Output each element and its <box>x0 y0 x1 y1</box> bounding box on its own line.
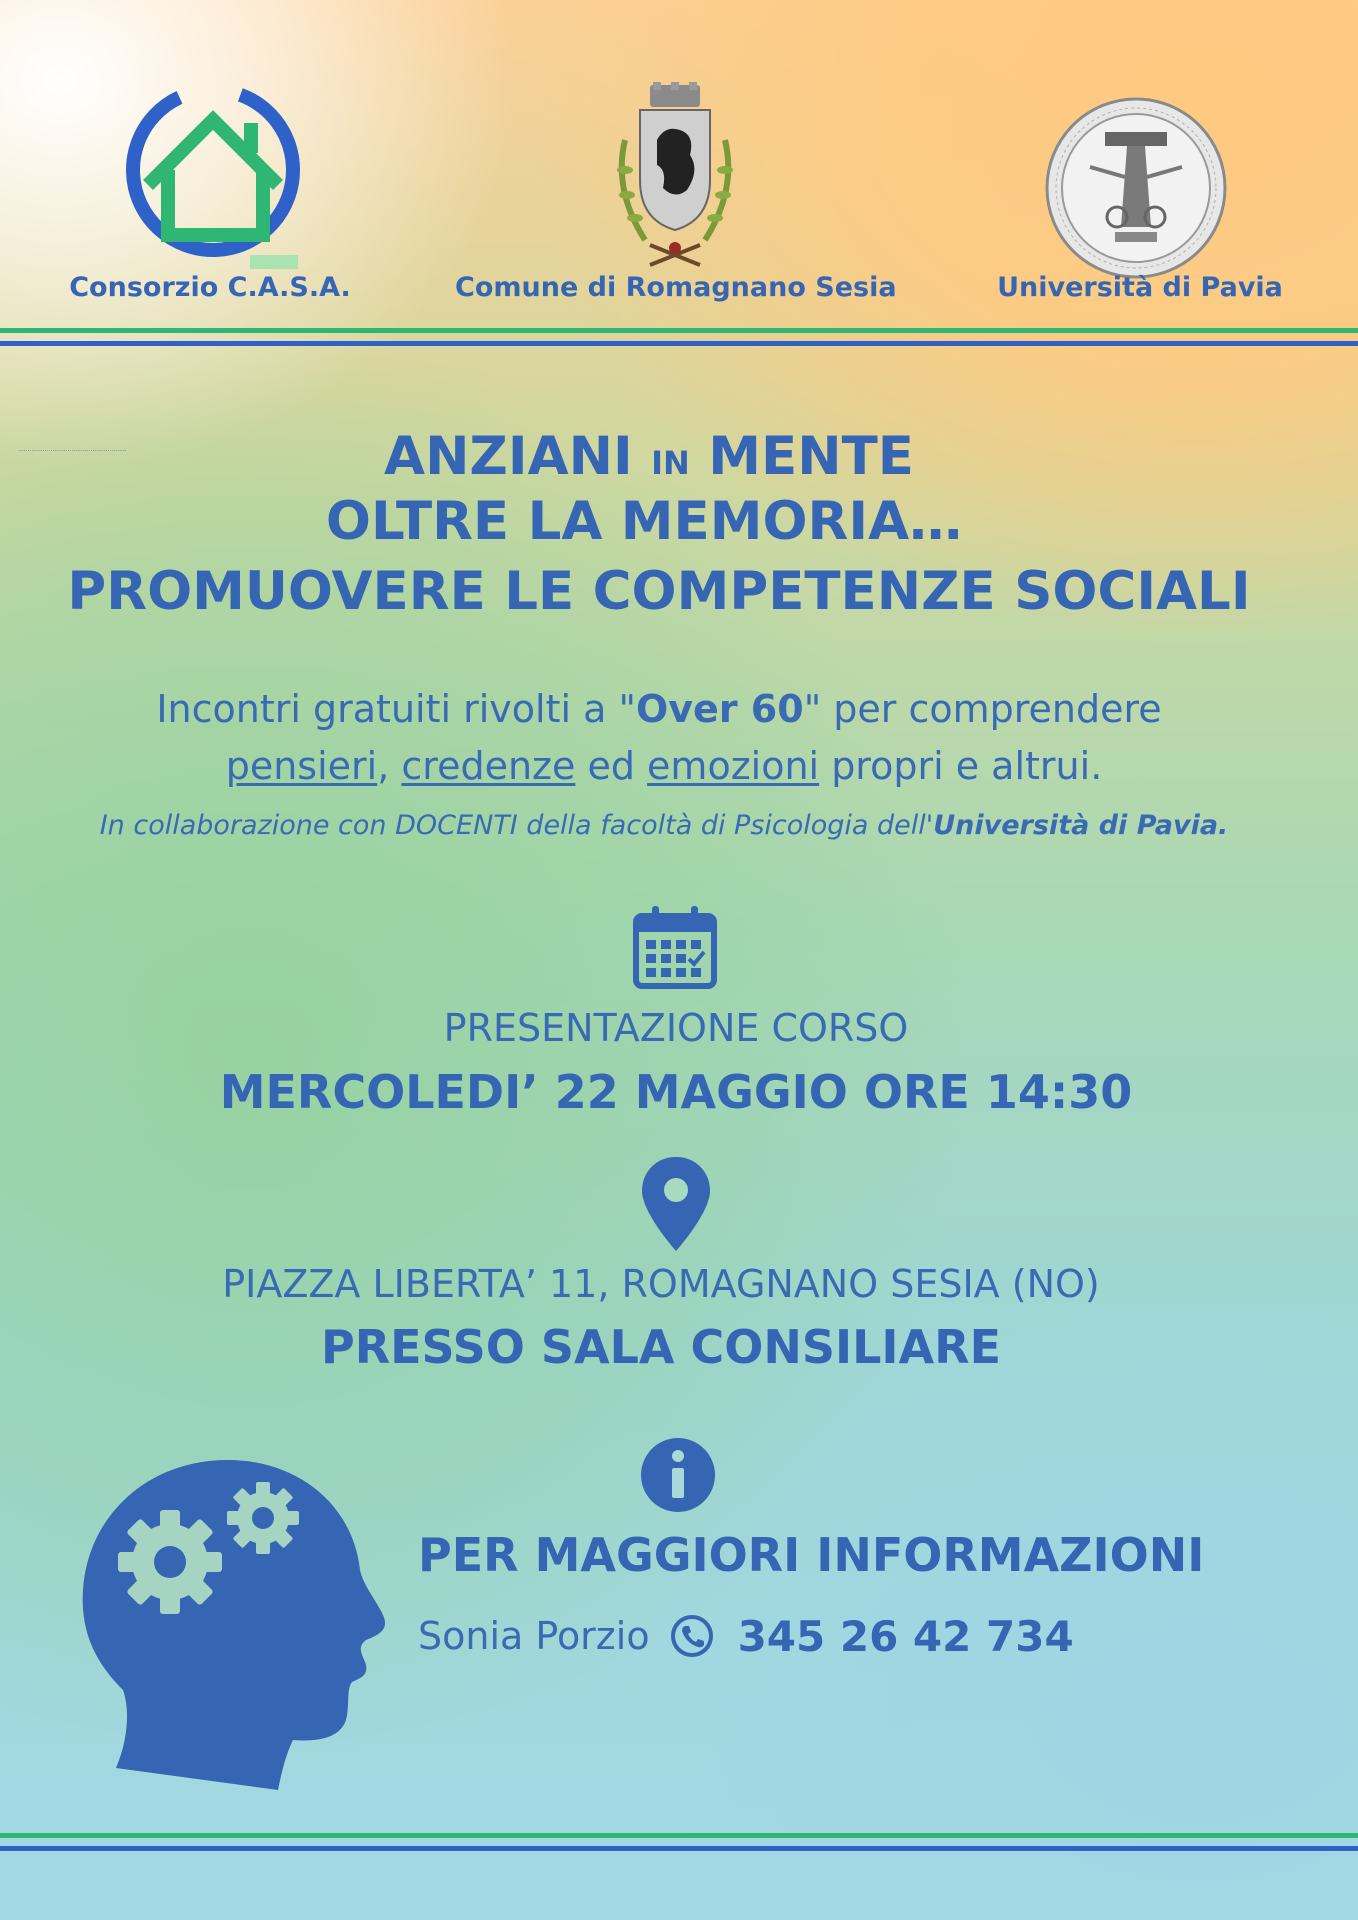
university-seal-icon <box>1045 97 1227 279</box>
logo-label-comune: Comune di Romagnano Sesia <box>455 272 897 303</box>
bottom-rule-green <box>0 1833 1358 1838</box>
collab-university: Università di Pavia. <box>933 810 1229 841</box>
intro-end: propri e altrui. <box>831 744 1103 788</box>
event-label: PRESENTAZIONE CORSO <box>443 1006 909 1050</box>
intro-pensieri: pensieri <box>225 744 378 788</box>
collaboration-line <box>0 810 1343 841</box>
coat-of-arms-icon <box>605 80 745 275</box>
intro-comma: , <box>377 744 390 788</box>
title-word-in: IN <box>651 444 690 482</box>
logo-comune <box>605 80 745 275</box>
location-place: PRESSO SALA CONSILIARE <box>320 1320 1001 1374</box>
location-address: PIAZZA LIBERTA’ 11, ROMAGNANO SESIA (NO) <box>222 1262 1100 1306</box>
head-gears-icon <box>78 1450 398 1800</box>
title-word-mente: MENTE <box>708 426 914 487</box>
intro-text-a: Incontri gratuiti rivolti a " <box>156 687 636 731</box>
logo-universita <box>1045 97 1227 279</box>
info-icon <box>640 1437 716 1513</box>
top-rule-blue <box>0 341 1358 346</box>
location-pin-icon <box>640 1155 712 1253</box>
title-line-3: PROMUOVERE LE COMPETENZE SOCIALI <box>67 561 1251 622</box>
logo-label-universita: Università di Pavia <box>997 272 1283 303</box>
event-date: MERCOLEDI’ 22 MAGGIO ORE 14:30 <box>219 1065 1133 1119</box>
logo-label-consorzio: Consorzio C.A.S.A. <box>69 272 351 303</box>
intro-line-1 <box>0 680 1338 738</box>
contact-phone: 345 26 42 734 <box>737 1611 1074 1661</box>
intro-text-b: " per comprendere <box>803 687 1162 731</box>
intro-over60: Over 60 <box>635 687 804 731</box>
title-word-anziani: ANZIANI <box>384 426 633 487</box>
logo-consorzio <box>118 75 308 275</box>
contact-name: Sonia Porzio <box>418 1614 650 1658</box>
intro-credenze: credenze <box>401 744 576 788</box>
info-contact-row <box>418 1610 1074 1662</box>
intro-emozioni: emozioni <box>647 744 820 788</box>
top-rule-green <box>0 328 1358 333</box>
phone-icon <box>670 1614 714 1658</box>
info-heading: PER MAGGIORI INFORMAZIONI <box>418 1528 1205 1582</box>
tiny-illegible-text: ························································· <box>18 448 127 455</box>
intro-line-2 <box>0 737 1343 795</box>
calendar-icon <box>632 904 718 990</box>
collab-text: In collaborazione con DOCENTI della facoltà di Psicologia dell' <box>99 810 934 841</box>
house-circle-logo-icon <box>118 75 308 275</box>
title-line-1 <box>0 425 1328 495</box>
intro-ed: ed <box>587 744 635 788</box>
bottom-rule-blue <box>0 1846 1358 1851</box>
title-line-2: OLTRE LA MEMORIA… <box>325 491 963 552</box>
